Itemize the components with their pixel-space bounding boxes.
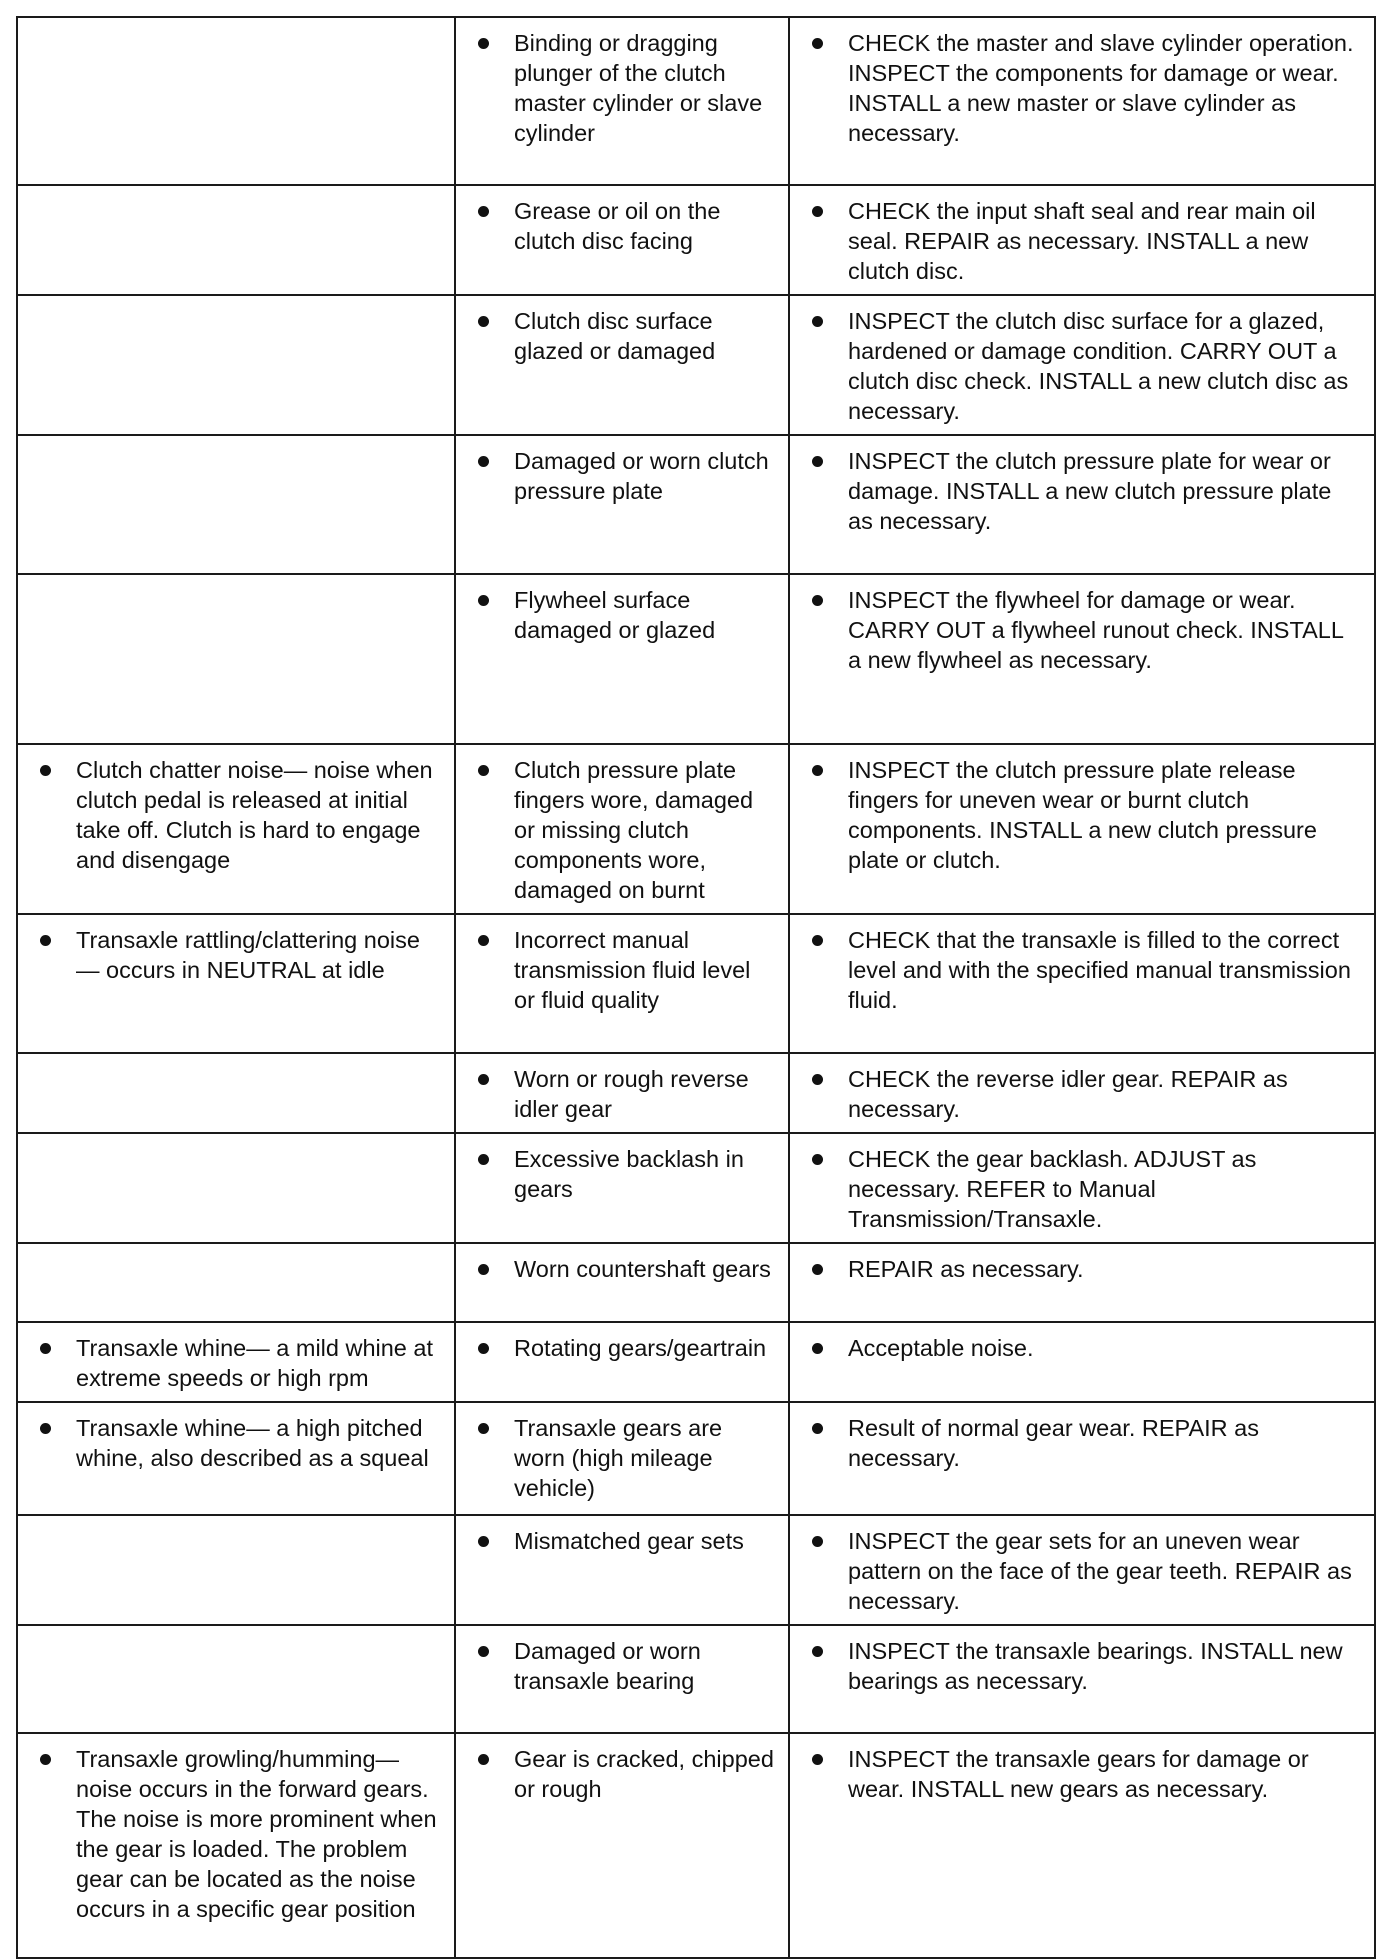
condition-text: Transaxle growling/humming— noise occurs in the forward gears. The noise is more prominent when the gear is loaded. The problem gear can be located as the noise occurs in a specific gear position (76, 1746, 437, 1922)
action-item (812, 1413, 1362, 1473)
action-item (812, 585, 1362, 675)
cause-text: Worn countershaft gears (514, 1256, 771, 1282)
table-row (17, 17, 1375, 185)
bullet-icon (812, 206, 823, 217)
cause-item (478, 28, 776, 148)
table-row (17, 435, 1375, 574)
action-text: Result of normal gear wear. REPAIR as necessary. (848, 1415, 1259, 1471)
cause-text: Incorrect manual transmission fluid level or fluid quality (514, 927, 751, 1013)
condition-cell (17, 1515, 455, 1625)
action-text: CHECK the reverse idler gear. REPAIR as necessary. (848, 1066, 1288, 1122)
bullet-icon (478, 935, 489, 946)
cause-item (478, 1254, 776, 1284)
cause-text: Worn or rough reverse idler gear (514, 1066, 749, 1122)
cause-item (478, 446, 776, 506)
action-text: INSPECT the transaxle gears for damage or wear. INSTALL new gears as necessary. (848, 1746, 1309, 1802)
bullet-icon (478, 1074, 489, 1085)
bullet-icon (478, 38, 489, 49)
action-cell (789, 185, 1375, 295)
cause-cell (455, 574, 789, 744)
action-item (812, 755, 1362, 875)
condition-text: Transaxle rattling/clattering noise— occurs in NEUTRAL at idle (76, 927, 420, 983)
cause-cell (455, 1625, 789, 1733)
cause-cell (455, 1053, 789, 1133)
cause-text: Damaged or worn transaxle bearing (514, 1638, 701, 1694)
action-cell (789, 1402, 1375, 1515)
condition-cell (17, 1243, 455, 1322)
action-item (812, 1333, 1362, 1363)
condition-cell (17, 914, 455, 1053)
action-cell (789, 1625, 1375, 1733)
condition-cell (17, 574, 455, 744)
action-item (812, 1636, 1362, 1696)
table-body (17, 17, 1375, 1958)
cause-item (478, 1064, 776, 1124)
bullet-icon (40, 1343, 51, 1354)
action-text: INSPECT the clutch disc surface for a glazed, hardened or damage condition. CARRY OUT a clutch disc check. INSTALL a new clutch disc as necessary. (848, 308, 1349, 424)
condition-item (40, 1744, 442, 1924)
table-row (17, 744, 1375, 914)
action-item (812, 1064, 1362, 1124)
action-item (812, 1744, 1362, 1804)
cause-item (478, 755, 776, 905)
condition-item (40, 1413, 442, 1473)
action-text: CHECK the gear backlash. ADJUST as necessary. REFER to Manual Transmission/Transaxle. (848, 1146, 1257, 1232)
bullet-icon (812, 1154, 823, 1165)
action-cell (789, 1733, 1375, 1958)
condition-cell (17, 1733, 455, 1958)
condition-item (40, 1333, 442, 1393)
bullet-icon (40, 935, 51, 946)
action-cell (789, 1053, 1375, 1133)
action-cell (789, 1322, 1375, 1402)
action-cell (789, 744, 1375, 914)
bullet-icon (812, 1646, 823, 1657)
bullet-icon (478, 1154, 489, 1165)
action-item (812, 446, 1362, 536)
action-cell (789, 914, 1375, 1053)
action-item (812, 306, 1362, 426)
action-item (812, 196, 1362, 286)
bullet-icon (812, 935, 823, 946)
action-text: INSPECT the clutch pressure plate for wear or damage. INSTALL a new clutch pressure plate as necessary. (848, 448, 1332, 534)
action-item (812, 925, 1362, 1015)
cause-text: Excessive backlash in gears (514, 1146, 744, 1202)
condition-cell (17, 435, 455, 574)
cause-item (478, 1413, 776, 1503)
cause-cell (455, 17, 789, 185)
bullet-icon (812, 1536, 823, 1547)
bullet-icon (478, 316, 489, 327)
action-text: INSPECT the gear sets for an uneven wear pattern on the face of the gear teeth. REPAIR as necessary. (848, 1528, 1352, 1614)
bullet-icon (478, 456, 489, 467)
cause-cell (455, 1243, 789, 1322)
cause-text: Clutch pressure plate fingers wore, damaged or missing clutch components wore, damaged on burnt (514, 757, 754, 903)
cause-cell (455, 1322, 789, 1402)
table-row (17, 1133, 1375, 1243)
action-text: Acceptable noise. (848, 1335, 1034, 1361)
bullet-icon (812, 1423, 823, 1434)
cause-item (478, 1636, 776, 1696)
cause-item (478, 585, 776, 645)
action-cell (789, 17, 1375, 185)
cause-item (478, 1744, 776, 1804)
cause-text: Flywheel surface damaged or glazed (514, 587, 716, 643)
action-item (812, 1526, 1362, 1616)
cause-item (478, 196, 776, 256)
action-text: CHECK the master and slave cylinder operation. INSPECT the components for damage or wear. INSTALL a new master or slave cylinder as necessary. (848, 30, 1354, 146)
condition-cell (17, 1322, 455, 1402)
action-cell (789, 1515, 1375, 1625)
cause-text: Rotating gears/geartrain (514, 1335, 767, 1361)
cause-text: Transaxle gears are worn (high mileage vehicle) (514, 1415, 723, 1501)
condition-cell (17, 17, 455, 185)
cause-text: Mismatched gear sets (514, 1528, 744, 1554)
cause-cell (455, 295, 789, 435)
condition-text: Clutch chatter noise— noise when clutch pedal is released at initial take off. Clutch is hard to engage and disengage (76, 757, 433, 873)
condition-text: Transaxle whine— a high pitched whine, also described as a squeal (76, 1415, 429, 1471)
table-row (17, 1243, 1375, 1322)
cause-text: Clutch disc surface glazed or damaged (514, 308, 716, 364)
table-row (17, 1402, 1375, 1515)
cause-item (478, 925, 776, 1015)
condition-cell (17, 295, 455, 435)
condition-text: Transaxle whine— a mild whine at extreme speeds or high rpm (76, 1335, 434, 1391)
bullet-icon (478, 765, 489, 776)
cause-item (478, 1144, 776, 1204)
diagnostic-table (16, 16, 1376, 1959)
cause-text: Binding or dragging plunger of the clutch master cylinder or slave cylinder (514, 30, 763, 146)
bullet-icon (40, 765, 51, 776)
bullet-icon (478, 1423, 489, 1434)
bullet-icon (812, 316, 823, 327)
condition-cell (17, 1402, 455, 1515)
table-row (17, 914, 1375, 1053)
action-text: INSPECT the flywheel for damage or wear. CARRY OUT a flywheel runout check. INSTALL a new flywheel as necessary. (848, 587, 1344, 673)
bullet-icon (478, 1343, 489, 1354)
cause-item (478, 1526, 776, 1556)
bullet-icon (40, 1754, 51, 1765)
condition-cell (17, 744, 455, 914)
action-item (812, 1254, 1362, 1284)
condition-cell (17, 1053, 455, 1133)
condition-cell (17, 1133, 455, 1243)
bullet-icon (812, 595, 823, 606)
action-cell (789, 574, 1375, 744)
cause-item (478, 306, 776, 366)
action-text: INSPECT the clutch pressure plate release fingers for uneven wear or burnt clutch components. INSTALL a new clutch pressure plate or clutch. (848, 757, 1317, 873)
bullet-icon (478, 1754, 489, 1765)
action-cell (789, 1133, 1375, 1243)
bullet-icon (40, 1423, 51, 1434)
action-text: CHECK the input shaft seal and rear main oil seal. REPAIR as necessary. INSTALL a new clutch disc. (848, 198, 1316, 284)
cause-cell (455, 1133, 789, 1243)
cause-cell (455, 1402, 789, 1515)
condition-cell (17, 185, 455, 295)
action-cell (789, 435, 1375, 574)
cause-cell (455, 435, 789, 574)
action-text: CHECK that the transaxle is filled to the correct level and with the specified manual transmission fluid. (848, 927, 1351, 1013)
condition-cell (17, 1625, 455, 1733)
cause-text: Grease or oil on the clutch disc facing (514, 198, 721, 254)
condition-item (40, 925, 442, 985)
table-row (17, 185, 1375, 295)
bullet-icon (812, 1343, 823, 1354)
action-item (812, 1144, 1362, 1234)
bullet-icon (478, 1536, 489, 1547)
table-row (17, 1515, 1375, 1625)
cause-cell (455, 1515, 789, 1625)
bullet-icon (478, 1646, 489, 1657)
action-item (812, 28, 1362, 148)
table-row (17, 1322, 1375, 1402)
table-row (17, 1733, 1375, 1958)
cause-item (478, 1333, 776, 1363)
action-cell (789, 1243, 1375, 1322)
table-row (17, 1625, 1375, 1733)
bullet-icon (478, 206, 489, 217)
bullet-icon (812, 38, 823, 49)
cause-text: Damaged or worn clutch pressure plate (514, 448, 769, 504)
action-text: REPAIR as necessary. (848, 1256, 1084, 1282)
cause-cell (455, 744, 789, 914)
cause-cell (455, 1733, 789, 1958)
table-row (17, 574, 1375, 744)
bullet-icon (478, 595, 489, 606)
table-row (17, 295, 1375, 435)
bullet-icon (812, 1264, 823, 1275)
cause-text: Gear is cracked, chipped or rough (514, 1746, 774, 1802)
bullet-icon (812, 765, 823, 776)
table-row (17, 1053, 1375, 1133)
action-cell (789, 295, 1375, 435)
bullet-icon (478, 1264, 489, 1275)
bullet-icon (812, 1754, 823, 1765)
bullet-icon (812, 1074, 823, 1085)
action-text: INSPECT the transaxle bearings. INSTALL new bearings as necessary. (848, 1638, 1343, 1694)
cause-cell (455, 185, 789, 295)
cause-cell (455, 914, 789, 1053)
bullet-icon (812, 456, 823, 467)
condition-item (40, 755, 442, 875)
